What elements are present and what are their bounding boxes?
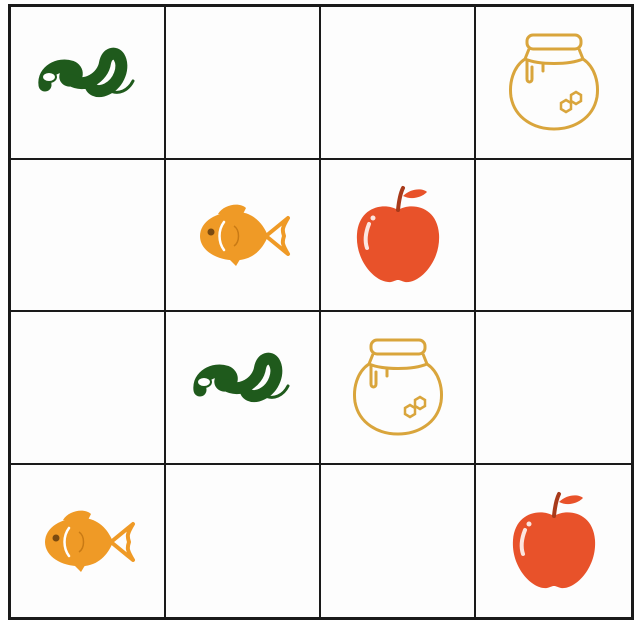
fish-icon xyxy=(188,180,298,290)
honey-jar-icon xyxy=(343,332,453,442)
grid-cell-r4-c2[interactable] xyxy=(166,465,321,618)
apple-icon xyxy=(499,486,609,596)
grid-cell-r3-c1[interactable] xyxy=(11,312,166,465)
apple-icon xyxy=(343,180,453,290)
fern-icon xyxy=(33,27,143,137)
grid-cell-r4-c1[interactable] xyxy=(11,465,166,618)
grid-cell-r3-c3[interactable] xyxy=(321,312,476,465)
grid-cell-r2-c3[interactable] xyxy=(321,160,476,313)
grid-cell-r1-c4[interactable] xyxy=(476,7,631,160)
grid-cell-r1-c2[interactable] xyxy=(166,7,321,160)
grid-cell-r3-c4[interactable] xyxy=(476,312,631,465)
grid-cell-r4-c3[interactable] xyxy=(321,465,476,618)
grid-cell-r1-c3[interactable] xyxy=(321,7,476,160)
honey-jar-icon xyxy=(499,27,609,137)
grid-cell-r2-c1[interactable] xyxy=(11,160,166,313)
game-board xyxy=(8,4,634,620)
grid-cell-r2-c2[interactable] xyxy=(166,160,321,313)
fern-icon xyxy=(188,332,298,442)
grid-cell-r3-c2[interactable] xyxy=(166,312,321,465)
fish-icon xyxy=(33,486,143,596)
grid-cell-r2-c4[interactable] xyxy=(476,160,631,313)
grid-cell-r1-c1[interactable] xyxy=(11,7,166,160)
grid-cell-r4-c4[interactable] xyxy=(476,465,631,618)
